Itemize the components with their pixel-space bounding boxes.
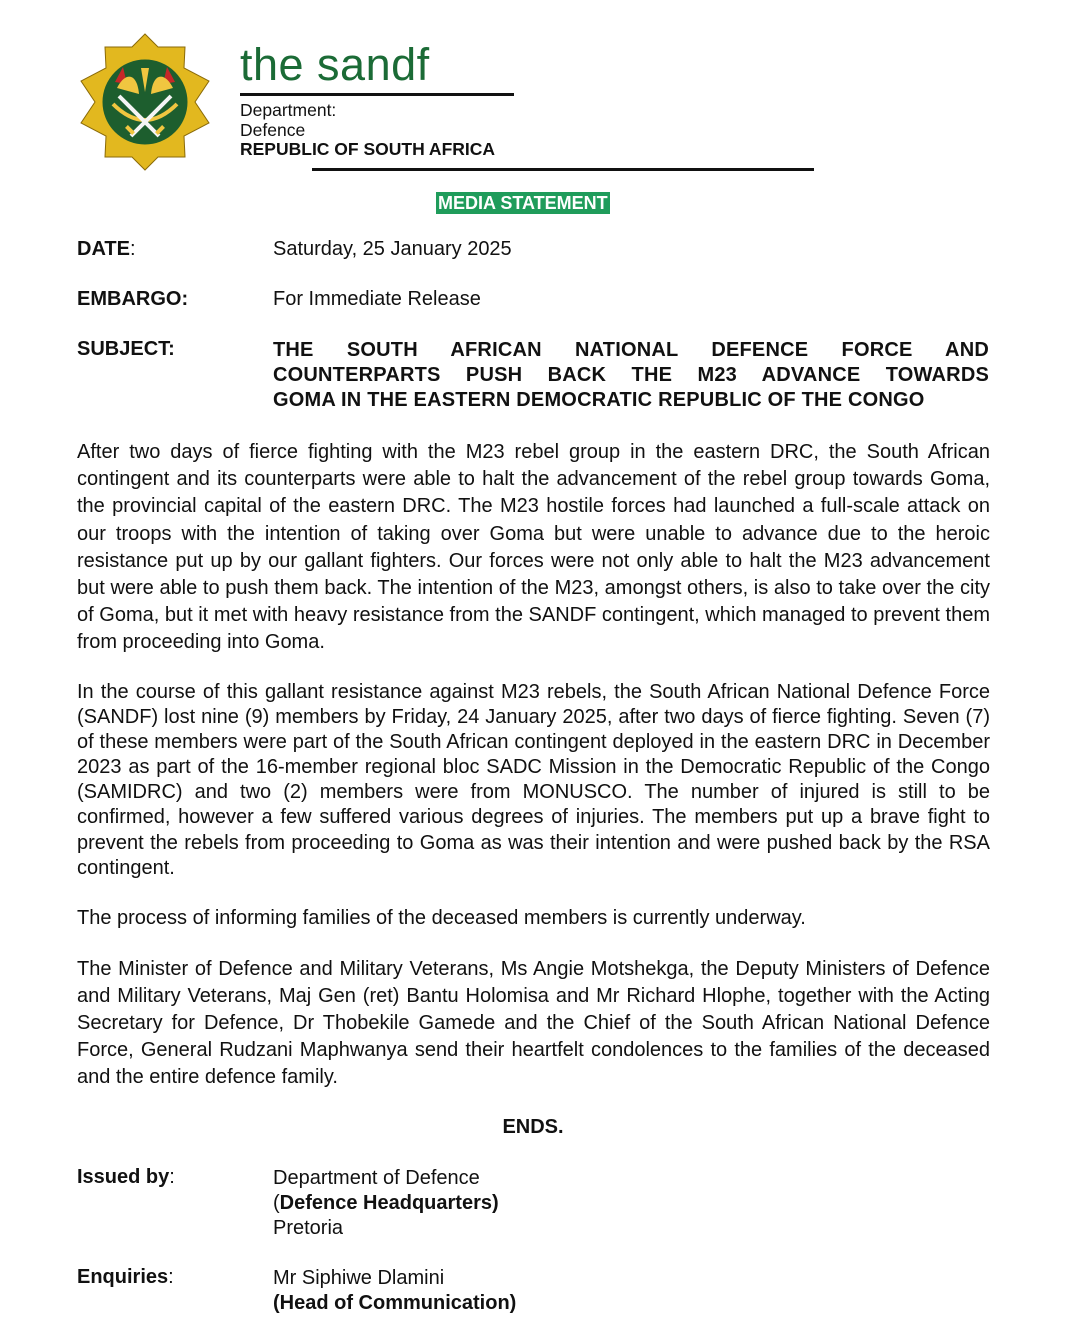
embargo-value: For Immediate Release <box>273 288 481 310</box>
enquiries-block <box>273 1266 516 1316</box>
embargo-label: EMBARGO: <box>77 288 189 310</box>
issued-label-text: Issued by <box>77 1166 170 1188</box>
date-colon: : <box>129 238 136 260</box>
department-block <box>240 101 495 160</box>
issued-colon: : <box>169 1166 175 1188</box>
body-paragraph-2: In the course of this gallant resistance against M23 rebels, the South African National Defence Force (SANDF) lost nine (9) members by Friday, 24 January 2025, after two days of fierce fighting. Seven (7) of these members were part of the South African contingent deployed in the eastern DRC in December 2023 as part of the 16-member regional bloc SADC Mission in the Democratic Republic of the Congo (SAMIDRC) and two (2) members were from MONUSCO. The number of injured is still to be confirmed, however a few suffered various degrees of injuries. The members put up a brave fight to prevent the rebels from proceeding to Goma as was their intention and were pushed back by the RSA contingent. <box>77 681 990 879</box>
enquiries-label-text: Enquiries <box>77 1266 169 1288</box>
issued-by-label <box>77 1166 175 1189</box>
department-label: Department: <box>240 100 337 120</box>
date-label-text: DATE <box>77 238 130 260</box>
subject-line: THE SOUTH AFRICAN NATIONAL DEFENCE FORCE AND <box>273 339 989 361</box>
enquiries-label <box>77 1266 174 1289</box>
enquiries-colon: : <box>168 1266 174 1288</box>
issued-line: (Defence Headquarters) <box>273 1192 499 1214</box>
department-name: Defence <box>240 119 306 140</box>
sandf-emblem-icon <box>75 32 215 172</box>
date-label <box>77 238 136 261</box>
enquiries-title: (Head of Communication) <box>273 1292 517 1314</box>
subject-value <box>273 338 989 413</box>
body-paragraph-3: The process of informing families of the deceased members is currently underway. <box>77 907 806 929</box>
brand-name: the sandf <box>240 39 430 90</box>
subject-label: SUBJECT: <box>77 338 175 360</box>
media-statement-badge: MEDIA STATEMENT <box>438 193 608 213</box>
date-value: Saturday, 25 January 2025 <box>273 238 512 260</box>
issued-line: Department of Defence <box>273 1167 480 1189</box>
ends-marker: ENDS. <box>502 1116 564 1138</box>
issued-by-block <box>273 1166 499 1241</box>
issued-line-strong: Defence Headquarters) <box>279 1192 499 1214</box>
enquiries-name: Mr Siphiwe Dlamini <box>273 1267 445 1289</box>
subject-line: GOMA IN THE EASTERN DEMOCRATIC REPUBLIC OF THE CONGO <box>273 389 925 411</box>
header-divider <box>312 168 814 171</box>
issued-line: Pretoria <box>273 1217 344 1239</box>
country-name: REPUBLIC OF SOUTH AFRICA <box>240 139 496 159</box>
brand-underline <box>240 93 514 96</box>
body-paragraph-1: After two days of fierce fighting with the M23 rebel group in the eastern DRC, the South African contingent and its counterparts were able to halt the advancement of the rebel group towards Goma, the provincial capital of the eastern DRC. The M23 hostile forces had launched a full-scale attack on our troops with the intention of taking over Goma but were unable to advance due to the heroic resistance put up by our gallant fighters. Our forces were not only able to halt the M23 advancement but were able to push them back. The intention of the M23, amongst others, is also to take over the city of Goma, but it met with heavy resistance from the SANDF contingent, which managed to prevent them from proceeding into Goma. <box>77 441 990 654</box>
body-paragraph-4: The Minister of Defence and Military Veterans, Ms Angie Motshekga, the Deputy Ministers of Defence and Military Veterans, Maj Gen (ret) Bantu Holomisa and Mr Richard Hlophe, together with the Acting Secretary for Defence, Dr Thobekile Gamede and the Chief of the South African National Defence Force, General Rudzani Maphwanya send their heartfelt condolences to the families of the deceased and the entire defence family. <box>77 958 990 1089</box>
subject-line: COUNTERPARTS PUSH BACK THE M23 ADVANCE TOWARDS <box>273 364 989 386</box>
